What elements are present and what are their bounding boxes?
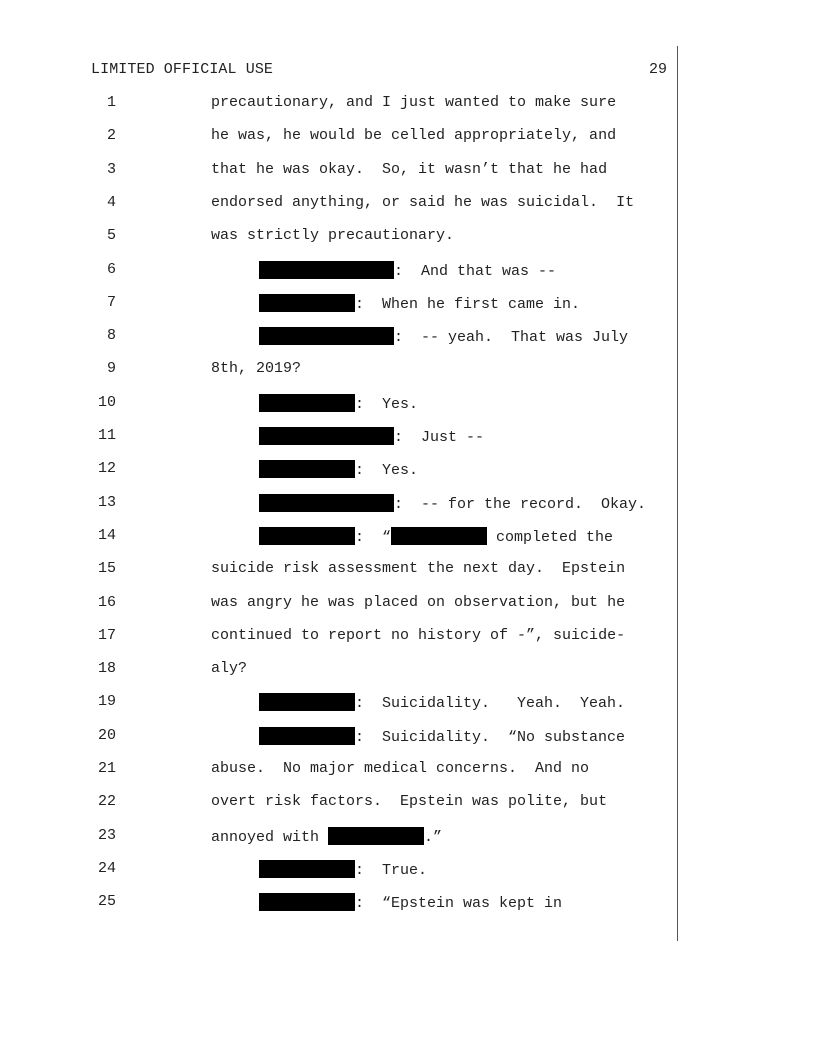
line-text — [211, 827, 442, 846]
transcript-line — [0, 427, 816, 447]
redaction-box — [259, 327, 394, 345]
transcript-line — [0, 227, 816, 247]
page-number: 29 — [649, 61, 668, 78]
line-text-segment: : Yes. — [355, 462, 419, 480]
line-number: 4 — [106, 193, 116, 211]
line-number: 22 — [97, 793, 116, 811]
line-number: 20 — [97, 726, 116, 744]
classification-header: LIMITED OFFICIAL USE — [91, 61, 274, 78]
line-text-segment: : True. — [355, 861, 428, 879]
line-number: 16 — [97, 593, 116, 611]
line-text — [211, 194, 634, 211]
transcript-line — [0, 693, 816, 713]
transcript-line — [0, 94, 816, 114]
line-text-segment: was angry he was placed on observation, but he — [211, 593, 626, 611]
redaction-box — [259, 394, 355, 412]
speaker-line-text — [259, 294, 580, 313]
transcript-line — [0, 760, 816, 780]
line-text — [211, 660, 247, 677]
redaction-box — [259, 727, 355, 745]
line-text-segment: was strictly precautionary. — [211, 227, 455, 245]
transcript-line — [0, 860, 816, 880]
redaction-box — [328, 827, 424, 845]
line-text-segment: : When he first came in. — [355, 295, 581, 313]
speaker-line-text — [259, 460, 418, 479]
line-text-segment: endorsed anything, or said he was suicidal. It — [211, 193, 635, 211]
transcript-line — [0, 360, 816, 380]
transcript-line — [0, 793, 816, 813]
line-text — [211, 594, 625, 611]
line-text-segment: : -- for the record. Okay. — [394, 495, 647, 513]
line-text-segment: overt risk factors. Epstein was polite, but — [211, 793, 608, 811]
redaction-box — [259, 693, 355, 711]
speaker-line-text — [259, 394, 418, 413]
redaction-box — [259, 427, 394, 445]
transcript-line — [0, 494, 816, 514]
line-number: 6 — [106, 260, 116, 278]
line-number: 23 — [97, 826, 116, 844]
transcript-line — [0, 194, 816, 214]
line-number: 12 — [97, 460, 116, 478]
line-number: 18 — [97, 660, 116, 678]
line-text — [211, 793, 607, 810]
redaction-box — [259, 294, 355, 312]
transcript-line — [0, 660, 816, 680]
line-number: 10 — [97, 393, 116, 411]
line-text — [211, 127, 616, 144]
speaker-line-text — [259, 893, 562, 912]
speaker-line-text — [259, 527, 613, 546]
speaker-line-text — [259, 494, 646, 513]
transcript-line — [0, 560, 816, 580]
line-text — [211, 360, 301, 377]
line-text-segment: : Suicidality. Yeah. Yeah. — [355, 695, 626, 713]
line-number: 7 — [106, 293, 116, 311]
line-text-segment: suicide risk assessment the next day. Epstein — [211, 560, 626, 578]
speaker-line-text — [259, 727, 625, 746]
line-number: 9 — [106, 360, 116, 378]
transcript-line — [0, 294, 816, 314]
speaker-line-text — [259, 261, 556, 280]
transcript-line — [0, 127, 816, 147]
redaction-box — [259, 261, 394, 279]
line-text-segment: : Yes. — [355, 395, 419, 413]
redaction-box — [259, 893, 355, 911]
line-text-segment: continued to report no history of -”, suicide- — [211, 626, 626, 644]
speaker-line-text — [259, 427, 484, 446]
line-text-segment: 8th, 2019? — [211, 360, 302, 378]
line-number: 8 — [106, 327, 116, 345]
transcript-line — [0, 627, 816, 647]
transcript-line — [0, 327, 816, 347]
line-text-segment: precautionary, and I just wanted to make sure — [211, 94, 617, 111]
speaker-line-text — [259, 327, 628, 346]
redaction-box — [259, 460, 355, 478]
line-number: 5 — [106, 227, 116, 245]
line-text — [211, 760, 589, 777]
line-number: 1 — [106, 94, 116, 111]
line-number: 3 — [106, 160, 116, 178]
line-number: 21 — [97, 760, 116, 777]
line-text-segment: annoyed with — [211, 828, 329, 846]
transcript-line — [0, 261, 816, 281]
line-number: 24 — [97, 859, 116, 877]
transcript-line — [0, 594, 816, 614]
line-text-segment: : -- yeah. That was July — [394, 329, 629, 347]
transcript-line — [0, 460, 816, 480]
line-text-segment: : “Epstein was kept in — [355, 895, 563, 913]
transcript-line — [0, 893, 816, 913]
line-text — [211, 161, 607, 178]
transcript-line — [0, 527, 816, 547]
line-number: 14 — [97, 526, 116, 544]
line-number: 25 — [97, 893, 116, 911]
line-text-segment: aly? — [211, 660, 248, 678]
line-number: 17 — [97, 626, 116, 644]
transcript-line — [0, 727, 816, 747]
line-text-segment: : And that was -- — [394, 262, 557, 280]
redaction-box — [259, 860, 355, 878]
line-number: 15 — [97, 560, 116, 578]
line-text-segment: abuse. No major medical concerns. And no — [211, 760, 590, 777]
redaction-box — [259, 494, 394, 512]
line-text — [211, 94, 616, 111]
line-text-segment: that he was okay. So, it wasn’t that he had — [211, 160, 608, 178]
line-text — [211, 560, 625, 577]
redaction-box — [259, 527, 355, 545]
line-text-segment: : Just -- — [394, 429, 485, 446]
line-text-segment: : Suicidality. “No substance — [355, 728, 626, 746]
transcript-line — [0, 394, 816, 414]
line-text — [211, 627, 625, 644]
line-number: 19 — [97, 693, 116, 711]
line-number: 2 — [106, 127, 116, 145]
transcript-line — [0, 161, 816, 181]
line-text-segment: he was, he would be celled appropriately, and — [211, 127, 617, 145]
speaker-line-text — [259, 693, 625, 712]
line-text-segment: .” — [424, 828, 443, 846]
line-text-segment: completed the — [487, 528, 614, 546]
line-number: 11 — [97, 427, 116, 444]
line-text — [211, 227, 454, 244]
line-number: 13 — [97, 493, 116, 511]
transcript-line — [0, 827, 816, 847]
redaction-box — [391, 527, 487, 545]
speaker-line-text — [259, 860, 427, 879]
line-text-segment: : “ — [355, 528, 392, 546]
